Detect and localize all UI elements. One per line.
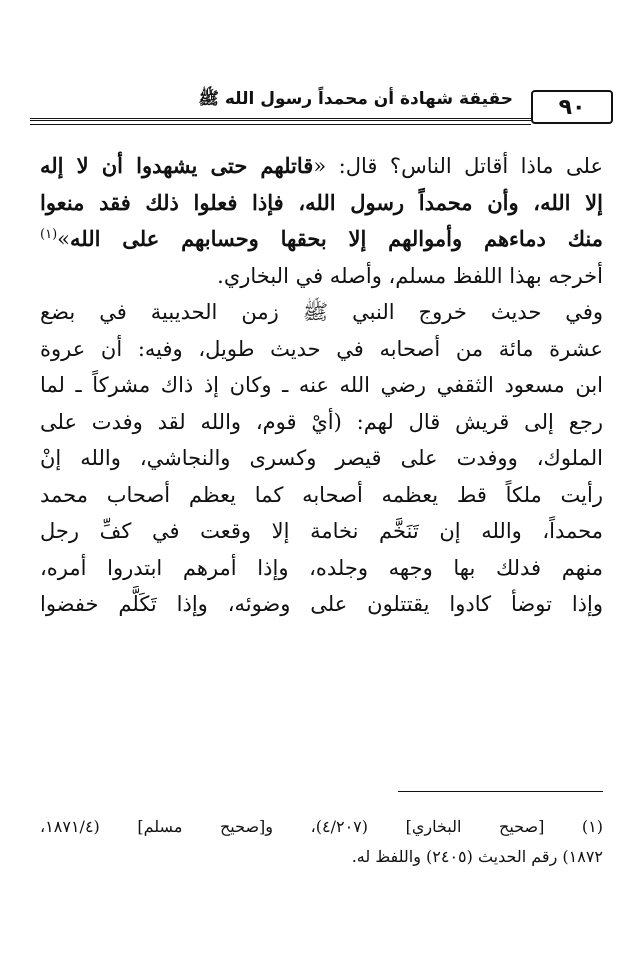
text-line: [40, 294, 603, 331]
text-segment: محمداً، والله إن تَنَخَّم نخامة إلا وقعت في كفِّ رجل: [40, 519, 603, 543]
text-segment: ابن مسعود الثقفي رضي الله عنه ـ وكان إذ ذاك مشركاً ـ لما: [40, 373, 603, 397]
text-segment: وإذا توضأ كادوا يقتتلون على وضوئه، وإذا تَكَلَّم خفضوا: [40, 592, 603, 616]
text-segment: منهم فدلك بها وجهه وجلده، وإذا أمرهم ابتدروا أمره،: [40, 555, 603, 580]
page-number: ٩٠: [558, 94, 586, 120]
text-line: [40, 586, 603, 623]
footnote-line: ١٨٧٢) رقم الحديث (٢٤٠٥) واللفظ له.: [351, 847, 603, 866]
footnote-marker: (١): [40, 227, 58, 242]
text-line: [40, 221, 603, 258]
text-segment: إلا الله، وأن محمداً رسول الله، فإذا فعلوا ذلك فقد منعوا: [40, 189, 603, 215]
page-header: [30, 82, 613, 126]
text-line: [40, 148, 603, 185]
body-text: [40, 148, 603, 623]
page-number-box: [531, 90, 613, 124]
text-line: [40, 404, 603, 441]
footnote-separator: [398, 791, 603, 792]
text-line: [40, 477, 603, 514]
text-line: [40, 440, 603, 477]
text-segment: الملوك، ووفدت على قيصر وكسرى والنجاشي، والله إنْ: [40, 446, 603, 470]
footnotes: [40, 812, 603, 872]
text-segment: أخرجه بهذا اللفظ مسلم، وأصله في البخاري.: [217, 263, 603, 288]
text-segment: رأيت ملكاً قط يعظمه أصحابه كما يعظم أصحاب محمد: [40, 482, 603, 507]
text-line: [40, 513, 603, 550]
text-line: [40, 367, 603, 404]
text-segment: عشرة مائة من أصحابه في حديث طويل، وفيه: أن عروة: [40, 336, 603, 361]
text-segment: قاتلهم حتى يشهدوا أن لا إله: [40, 153, 314, 178]
header-rule: [30, 118, 531, 121]
text-line: [40, 331, 603, 368]
running-title: حقيقة شهادة أن محمداً رسول الله ﷺ: [198, 89, 513, 109]
text-segment: »: [57, 227, 70, 251]
text-line: [40, 185, 603, 222]
footnote-line: (١) [صحيح البخاري] (٤/٢٠٧)، و[صحيح مسلم] (١٨٧١/٤،: [40, 817, 603, 836]
header-rule-thin: [30, 124, 531, 125]
text-segment: على ماذا أقاتل الناس؟ قال: «: [313, 154, 603, 178]
text-segment: رجع إلى قريش قال لهم: (أيْ قوم، والله لقد وفدت على: [40, 409, 603, 434]
text-segment: منك دماءهم وأموالهم إلا بحقها وحسابهم على الله: [70, 226, 603, 251]
text-segment: وفي حديث خروج النبي ﷺ زمن الحديبية في بضع: [40, 300, 603, 324]
text-line: [40, 550, 603, 587]
text-line: [40, 258, 603, 295]
